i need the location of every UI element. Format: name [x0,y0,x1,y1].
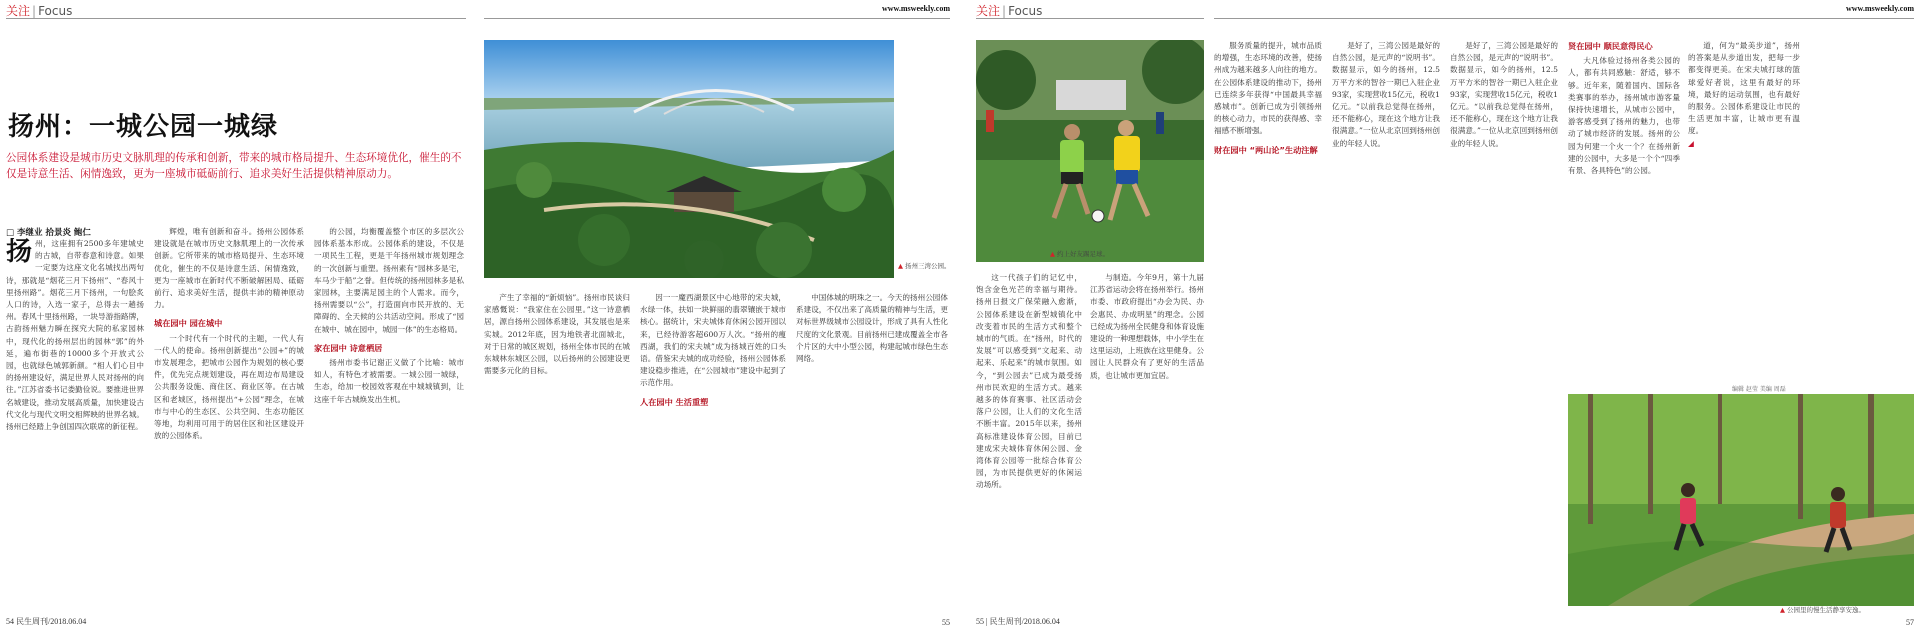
page-folio: 55 | 民生周刊/2018.06.04 [976,617,1060,626]
paragraph: 产生了幸福的“新烦恼”。扬州市民谈归家感慨说：“我家住在公园里。”这一诗意栖居，源自扬州公园体系建设，其发展也是来实城。2012年底，因为地铁者北面城北，对于日常的城区规划，扬州全体市民的在城东城林东城区公园，以后扬州的公园建设更需要多元化的目标。 [484,293,630,376]
drop-cap: 扬 [6,238,33,267]
header-rule [484,18,950,19]
subhead: 贤在园中 顺民意得民心 [1568,41,1653,51]
article-column-r3 [1214,40,1322,618]
photo-sanwan-park [484,40,894,278]
article-column-r1 [976,272,1082,618]
header-rule [976,18,1204,19]
caption-triangle-icon: ▲ [1780,606,1785,614]
article-title: 扬州：一城公园一城绿 [8,112,279,142]
article-column-r6 [1568,40,1680,385]
paragraph: 与制造。今年9月，第十九届江苏省运动会将在扬州举行。扬州市委、市政府提出“办会为民、办会惠民、办成明星”的理念。公园已经成为扬州全民健身和体育设施建设的一种理想载体，中小学生在这里运动，上班族在这里健身。公园让人民群众有了更好的生活品质，也让城市更加宜居。 [1090,273,1204,380]
paragraph: 扬州市委书记谢正义做了个比喻：城市如人，有特色才被需要。一城公园一城绿，生态，给加一校园效客观在中城城镇到，让这座千年古城焕发出生机。 [314,358,464,404]
section-header: 关注 | Focus [976,4,1043,18]
paragraph: 大凡体验过扬州各类公园的人，都有共同感触：舒适，够不够。近年来，随着国内、国际各类赛事的举办，扬州城市游客量保持快速增长，从城市公园中，游客感受到了扬州的魅力，也带动了城市经济的发展。扬州的公园为何建一个火一个？在扬州新建的公园中，大多是一个个“四季有景、各具特色”的公园。 [1568,56,1680,176]
article-column-r2 [1090,272,1204,618]
section-label-en: Focus [1008,4,1043,18]
editor-credit: 编辑 赵莹 美编 周磊 [1732,386,1786,393]
paragraph: 一个时代有一个时代的主题，一代人有一代人的使命。扬州创新提出“公园+”的城市发展理念，把城市公园作为规划的核心要件，优先完点规划建设，再在周边布局建设公共服务设施、商住区、商业区等。在古城区和老城区，扬州提出“+公园”理念，在城市与中心的生态区、公共空间、生态功能区等地，均利用可用于的居住区和社区建设开放的公园体系。 [154,333,304,441]
photo-caption [1780,606,1920,615]
section-label-en: Focus [38,4,73,18]
paragraph: 中国体城的明珠之一。今天的扬州公园体系建设，不仅出来了高质量的精神与生活，更对标世界级城市公园设计，形成了具有人性化尺度的文化景观。目前扬州已建成覆盖全市各个片区的大中小型公园，构建起城市绿色生态网络。 [796,293,948,364]
byline: □ 李继业 拾景炎 鲍仁 [6,228,91,238]
page-folio-number: 55 [942,618,950,627]
article-column-6 [796,292,948,618]
caption-text: 公园里的慢生活静享安逸。 [1787,606,1865,614]
paragraph: 辉煌，唯有创新和奋斗。扬州公园体系建设就是在城市历史文脉肌理上的一次传承创新。它所带来的城市格局提升、生态环境优化，催生的不仅是诗意生活、闲情逸致，更为一座城市在新时代不断破解困局、砥砺前行、追求美好生活，提供丰沛的精神原动力。 [154,227,304,310]
photo-caption [1050,250,1210,259]
column-text: 州，这座拥有2500多年建城史的古城，自带春意和诗意。如果一定要为这座文化名城找出两句诗，那就是“烟花三月下扬州”、“春风十里扬州路”。烟花三月下扬州，一句脍炙人口的诗，入选一家子，总得去一趟扬州。春风十里扬州路，一块导游指路牌，古韵扬州魅力瞬在探究大院的私家园林中，现代化的扬州层出的园林“郭”的外延，遍布街巷的10000多个开放式公园，也就绿色城郭新颜。“相人们心目中的扬州建设好，满足世界人民对扬州的向往。”江苏省委书记娄勤俭说。要推进世界名城建设，推动发展高质量，加快建设古代文化与现代文明交相辉映的世界名城。扬州已经踏上争创国四次联席的新征程。 [6,239,144,432]
article-lead: 公园体系建设是城市历史文脉肌理的传承和创新，带来的城市格局提升、生态环境优化，催生的不仅是诗意生活、闲情逸致，更为一座城市砥砺前行、追求美好生活提供精神原动力。 [6,152,462,180]
header-url[interactable]: www.msweekly.com [1846,4,1914,13]
page-folio-number: 57 [1906,618,1914,627]
paragraph: 是好了，三湾公园是最好的自然公园，是元声的“说明书”。数据显示，如今的扬州，12.5万平方米的智谷一期已入驻企业93家，实现营收15亿元，税收1亿元。“以前我总觉得在扬州，还不能称心，现在这个地方让我很满意。”一位从北京回到扬州创业的年轻人说。 [1450,41,1558,148]
header-rule [1214,18,1914,19]
photo-park-runners [1568,394,1914,606]
paragraph: 这一代孩子们的记忆中，饱含金色光芒的幸福与期待。扬州日报文广保荣融入愈渐，公园体系建设在新型城镇化中改变着市民的生活方式和整个城市的气质。在“扬州，时代的发展”可以感受到“文起来、动起来、乐起来”的城市氛围。如今，“到公园去”已成为最受扬州市民欢迎的生活方式。越来越多的体育赛事、社区活动会落户公园，让人们的文化生活不断丰富。2015年以来，扬州高标准建设体育公园，目前已建成宋夫城体育休闲公园、金湾体育公园等一批综合体育公园，为市民提供更好的休闲运动场所。 [976,273,1082,490]
article-column-2 [154,226,304,618]
paragraph: 的公园，均衡覆盖整个市区的多层次公园体系基本形成。公园体系的建设，不仅是一项民生工程，更是干年扬州城市规划理念的一次创新与重塑。扬州素有“园林多是宅，车马少于船”之誉。但传统的扬州园林多是私家园林，主要满足园主的个人需求。而今，扬州需要以“公”，打造面向市民开放的、无障碍的、全天候的公共活动空间。形成了“园在城中、城在园中，城园一体”的生态格局。 [314,227,464,334]
subhead: 人在园中 生活重塑 [640,396,709,407]
caption-triangle-icon: ▲ [898,262,903,270]
paragraph: 是好了，三湾公园是最好的自然公园，是元声的“说明书”。数据显示，如今的扬州，12.5万平方米的智谷一期已入驻企业93家，实现营收15亿元，税收1亿元。“以前我总觉得在扬州，还不能称心，现在这个地方让我很满意。”一位从北京回到扬州创业的年轻人说。 [1332,41,1440,148]
article-column-r4 [1332,40,1440,618]
photo-caption [898,262,958,271]
article-column-r5 [1450,40,1558,618]
page-folio: 54 民生周刊/2018.06.04 [6,617,87,626]
subhead: 城在园中 园在城中 [154,318,223,329]
section-header: 关注 | Focus [6,4,73,18]
caption-text: 约上好友踢足球。 [1057,250,1109,258]
paragraph: 道，何为“最美步道”，扬州的答案是从步道出发，把每一步都变得更美。在宋夫城打球的篮球爱好者说，这里有最好的环境，最好的运动氛围，也有最好的服务。公园体系建设让市民的生活更加丰富，让城市更有温度。 [1688,41,1800,136]
paragraph: 服务质量的提升，城市品质的增强，生态环境的改善，使扬州成为越来越多人向往的地方。在公园体系建设的推动下，扬州已连续多年获得“中国最具幸福感城市”。创新已成为引领扬州的核心动力，市民的获得感、幸福感不断增强。 [1214,41,1322,136]
section-label: 关注 [6,4,31,18]
article-column-5 [640,292,786,618]
article-column-4 [484,292,630,618]
article-column-1 [6,238,144,618]
end-mark-icon: ◢ [1688,138,1694,148]
right-page [960,0,1920,633]
paragraph: 因一一魔西湖景区中心地带的宋夫城，水绿一体，扶如一块鲜丽的翡翠镶嵌于城市核心。据统计，宋夫城体育休闲公园开园以来，已经待游客超600万人次。“扬州的瘦西湖，我们的宋夫城”成为扬城百姓的口头语。借鉴宋夫城的成功经验，扬州公园体系建设稳步推进，在“公园城市”建设中起到了示范作用。 [640,293,786,388]
subhead: 财在园中 “两山论”生动注解 [1214,144,1318,155]
caption-triangle-icon: ▲ [1050,250,1055,258]
header-url[interactable]: www.msweekly.com [882,4,950,13]
section-label: 关注 [976,4,1001,18]
header-rule [6,18,466,19]
subhead: 家在园中 诗意栖居 [314,342,383,353]
caption-text: 扬州三湾公园。 [905,262,951,270]
article-column-3 [314,226,464,618]
photo-football [976,40,1204,262]
article-column-r7 [1688,40,1800,385]
